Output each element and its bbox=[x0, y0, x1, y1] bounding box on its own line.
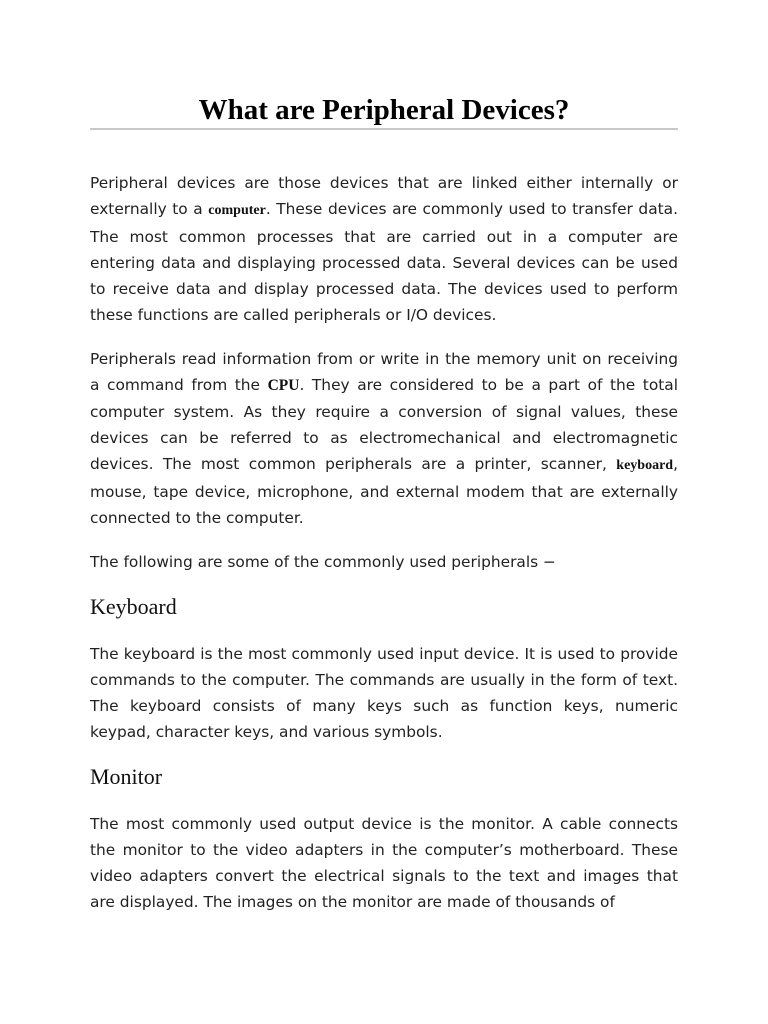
intro-paragraph bbox=[90, 170, 678, 328]
cpu-term: CPU bbox=[267, 377, 300, 394]
title-divider bbox=[90, 128, 678, 130]
peripherals-text-end: , mouse, tape device, microphone, and external modem that are externally connected to the computer. bbox=[90, 455, 678, 527]
peripherals-paragraph bbox=[90, 346, 678, 531]
list-intro-paragraph: The following are some of the commonly used peripherals − bbox=[90, 553, 556, 571]
keyboard-paragraph: The keyboard is the most commonly used input device. It is used to provide commands to the computer. The commands are usually in the form of text. The keyboard consists of many keys such as function keys, numeric keypad, character keys, and various symbols. bbox=[90, 645, 678, 741]
computer-term: computer bbox=[208, 203, 266, 218]
peripherals-text-start: Peripherals read information from or write in the memory unit on receiving a command from the bbox=[90, 350, 678, 394]
keyboard-term: keyboard bbox=[616, 458, 674, 473]
monitor-paragraph: The most commonly used output device is the monitor. A cable connects the monitor to the video adapters in the computer’s motherboard. These video adapters convert the electrical signals to the text and images that are displayed. The images on the monitor are made of thousands of bbox=[90, 815, 678, 911]
page-title: What are Peripheral Devices? bbox=[198, 94, 570, 126]
monitor-heading: Monitor bbox=[90, 764, 163, 789]
intro-text-end: . These devices are commonly used to transfer data. The most common processes that are carried out in a computer are entering data and displaying processed data. Several devices can be used to receive data and display processed data. The devices used to perform these functions are called peripherals or I/O devices. bbox=[90, 200, 678, 324]
keyboard-heading: Keyboard bbox=[90, 594, 177, 619]
intro-text-start: Peripheral devices are those devices that are linked either internally or externally to a bbox=[90, 174, 678, 218]
peripherals-text-middle: . They are considered to be a part of the total computer system. As they require a conversion of signal values, these devices can be referred to as electromechanical and electromagnetic devices. The most common peripherals are a printer, scanner, bbox=[90, 376, 678, 473]
